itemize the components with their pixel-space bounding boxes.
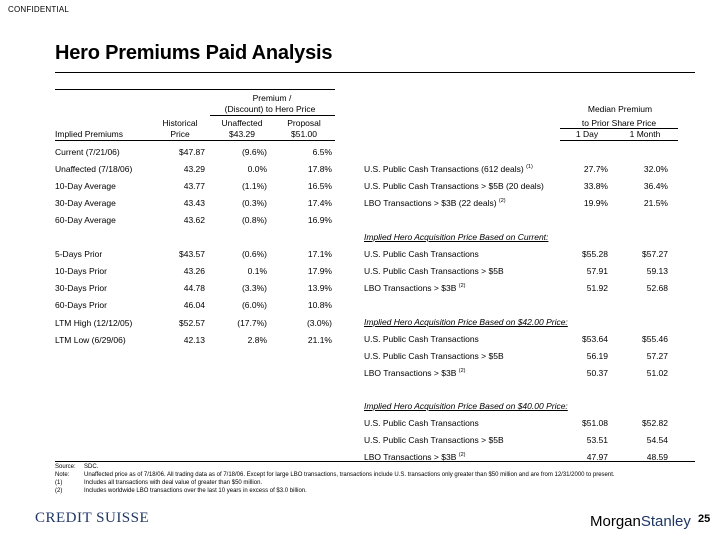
col-implied-premiums: Implied Premiums: [55, 129, 124, 139]
section-title: Implied Hero Acquisition Price Based on $40.00 Price:: [364, 401, 568, 411]
transaction-label: [364, 181, 544, 191]
median-header-line2: to Prior Share Price: [581, 118, 657, 128]
transaction-label: [364, 351, 504, 361]
col-historical-line2: Price: [170, 129, 190, 139]
confidential-label: CONFIDENTIAL: [8, 5, 70, 14]
value-1-month: 52.68: [646, 283, 668, 293]
value-1-month: 51.02: [646, 368, 668, 378]
footnote-key: Note:: [55, 472, 70, 478]
transaction-label-text: U.S. Public Cash Transactions: [364, 334, 479, 344]
value-1-month: $57.27: [642, 249, 668, 259]
value-1-day: 53.51: [586, 435, 608, 445]
transaction-label-text: LBO Transactions > $3B: [364, 283, 457, 293]
transaction-label-text: U.S. Public Cash Transactions > $5B (20 deals): [364, 181, 544, 191]
proposal-premium: (3.0%): [306, 318, 332, 328]
historical-price: 42.13: [183, 335, 205, 345]
unaffected-premium: 2.8%: [247, 335, 267, 345]
value-1-month: 32.0%: [643, 164, 668, 174]
premium-header-line1: Premium /: [252, 93, 292, 103]
unaffected-premium: 0.1%: [247, 266, 267, 276]
transaction-label-text: U.S. Public Cash Transactions (612 deals): [364, 164, 524, 174]
unaffected-premium: (17.7%): [237, 318, 267, 328]
value-1-day: 33.8%: [583, 181, 608, 191]
row-label: 5-Days Prior: [55, 249, 103, 259]
footnote-rule: [55, 461, 695, 462]
unaffected-premium: (3.3%): [241, 283, 267, 293]
value-1-month: 36.4%: [643, 181, 668, 191]
footnote-ref: (2): [458, 368, 466, 374]
section-title: Implied Hero Acquisition Price Based on $42.00 Price:: [364, 317, 568, 327]
value-1-day: $51.08: [582, 418, 608, 428]
unaffected-premium: (0.8%): [241, 215, 267, 225]
proposal-premium: 16.9%: [307, 215, 332, 225]
footnote-key: Source:: [55, 464, 76, 470]
transaction-label: [364, 418, 479, 428]
row-label: 10-Days Prior: [55, 266, 107, 276]
transaction-label-text: U.S. Public Cash Transactions: [364, 249, 479, 259]
footnote-ref: (2): [458, 283, 466, 289]
footnote-ref: (1): [526, 164, 533, 170]
value-1-day: 56.19: [586, 351, 608, 361]
proposal-premium: 16.5%: [307, 181, 332, 191]
transaction-label: [364, 435, 504, 445]
value-1-day: 19.9%: [583, 198, 608, 208]
col-1-day: 1 Day: [575, 129, 599, 139]
proposal-premium: 13.9%: [307, 283, 332, 293]
morgan-stanley-logo-part2: Stanley: [640, 513, 691, 530]
row-label: 60-Day Average: [55, 215, 116, 225]
row-label: 30-Days Prior: [55, 283, 107, 293]
proposal-premium: 17.4%: [307, 198, 332, 208]
footnote-text: Includes all transactions with deal value of greater than $50 million.: [84, 480, 263, 486]
right-header-rule: [560, 140, 678, 141]
value-1-day: $55.28: [582, 249, 608, 259]
historical-price: 44.78: [183, 283, 205, 293]
col-1-month: 1 Month: [629, 129, 661, 139]
historical-price: $52.57: [179, 318, 205, 328]
footnote-text: Includes worldwide LBO transactions over the last 10 years in excess of $3.0 billion.: [84, 488, 307, 494]
historical-price: 43.77: [183, 181, 205, 191]
value-1-month: 48.59: [646, 452, 668, 462]
historical-price: 43.29: [183, 164, 205, 174]
historical-price: $43.57: [179, 249, 205, 259]
footnote-key: (2): [55, 488, 63, 494]
value-1-month: $52.82: [642, 418, 668, 428]
row-label: Unaffected (7/18/06): [55, 164, 133, 174]
transaction-label: [364, 198, 506, 208]
value-1-day: 51.92: [586, 283, 608, 293]
value-1-day: 47.97: [586, 452, 608, 462]
page-title: Hero Premiums Paid Analysis: [55, 42, 333, 64]
historical-price: 43.43: [183, 198, 205, 208]
col-proposal-line1: Proposal: [287, 118, 321, 128]
section-title: Implied Hero Acquisition Price Based on Current:: [364, 232, 549, 242]
proposal-premium: 10.8%: [307, 300, 332, 310]
col-proposal-line2: $51.00: [291, 129, 317, 139]
col-unaffected-line1: Unaffected: [221, 118, 263, 128]
footnote-text: SDC.: [84, 464, 99, 470]
value-1-month: $55.46: [642, 334, 668, 344]
unaffected-premium: (0.3%): [241, 198, 267, 208]
row-label: Current (7/21/06): [55, 147, 120, 157]
historical-price: 43.62: [183, 215, 205, 225]
row-label: 30-Day Average: [55, 198, 116, 208]
title-rule: [55, 72, 695, 73]
proposal-premium: 17.1%: [307, 249, 332, 259]
unaffected-premium: (0.6%): [241, 249, 267, 259]
transaction-label-text: LBO Transactions > $3B: [364, 368, 457, 378]
premium-header-line2: (Discount) to Hero Price: [224, 104, 316, 114]
page-number: 25: [698, 513, 711, 525]
transaction-label: [364, 283, 465, 293]
transaction-label-text: U.S. Public Cash Transactions > $5B: [364, 435, 504, 445]
proposal-premium: 6.5%: [312, 147, 332, 157]
proposal-premium: 17.9%: [307, 266, 332, 276]
value-1-month: 57.27: [646, 351, 668, 361]
col-historical-line1: Historical: [162, 118, 198, 128]
unaffected-premium: 0.0%: [247, 164, 267, 174]
footnote-text: Unaffected price as of 7/18/06. All trading data as of 7/18/06. Except for large LBO transactions, transactions include U.S. transactions only greater than $50 million and are from 12/31/2000 to present.: [84, 472, 615, 478]
value-1-month: 54.54: [646, 435, 668, 445]
value-1-day: $53.64: [582, 334, 608, 344]
value-1-day: 50.37: [586, 368, 608, 378]
transaction-label-text: LBO Transactions > $3B (22 deals): [364, 198, 497, 208]
transaction-label: [364, 249, 479, 259]
transaction-label-text: U.S. Public Cash Transactions: [364, 418, 479, 428]
proposal-premium: 21.1%: [307, 335, 332, 345]
value-1-day: 57.91: [586, 266, 608, 276]
unaffected-premium: (9.6%): [241, 147, 267, 157]
median-header-line1: Median Premium: [587, 104, 653, 114]
morgan-stanley-logo: [590, 513, 691, 530]
value-1-day: 27.7%: [583, 164, 608, 174]
footnote-key: (1): [55, 480, 63, 486]
unaffected-premium: (1.1%): [241, 181, 267, 191]
transaction-label-text: U.S. Public Cash Transactions > $5B: [364, 351, 504, 361]
col-unaffected-line2: $43.29: [229, 129, 255, 139]
row-label: 10-Day Average: [55, 181, 116, 191]
transaction-label-text: LBO Transactions > $3B: [364, 452, 457, 462]
historical-price: 46.04: [183, 300, 205, 310]
row-label: LTM High (12/12/05): [55, 318, 133, 328]
row-label: 60-Days Prior: [55, 300, 107, 310]
table-top-rule: [55, 89, 335, 90]
premium-header-rule: [210, 115, 335, 116]
credit-suisse-logo: CREDIT SUISSE: [35, 510, 150, 526]
proposal-premium: 17.8%: [307, 164, 332, 174]
transaction-label: [364, 368, 465, 378]
historical-price: 43.26: [183, 266, 205, 276]
value-1-month: 21.5%: [643, 198, 668, 208]
footnote-ref: (2): [498, 198, 506, 204]
value-1-month: 59.13: [646, 266, 668, 276]
transaction-label: [364, 334, 479, 344]
historical-price: $47.87: [179, 147, 205, 157]
footnote-ref: (2): [458, 452, 466, 458]
transaction-label: [364, 164, 533, 174]
morgan-stanley-logo-part1: Morgan: [590, 513, 641, 530]
transaction-label: [364, 266, 504, 276]
table-header-rule: [55, 140, 335, 141]
transaction-label-text: U.S. Public Cash Transactions > $5B: [364, 266, 504, 276]
row-label: LTM Low (6/29/06): [55, 335, 126, 345]
unaffected-premium: (6.0%): [241, 300, 267, 310]
